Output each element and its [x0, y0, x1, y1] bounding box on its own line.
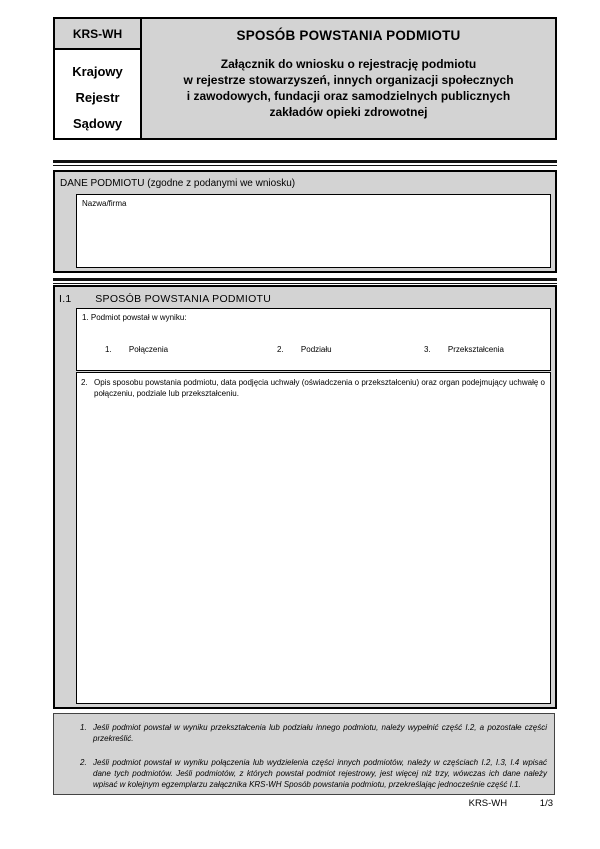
subtitle-line-3: i zawodowych, fundacji oraz samodzielnych publicznych: [186, 89, 511, 103]
subtitle-line-4: zakładów opieki zdrowotnej: [269, 105, 428, 119]
form-title: SPOSÓB POWSTANIA PODMIOTU: [236, 28, 461, 43]
section-i1-title: SPOSÓB POWSTANIA PODMIOTU: [95, 293, 272, 305]
section-i1-header: [55, 287, 555, 305]
footnotes-box: [53, 713, 555, 795]
field-2-label: Opis sposobu powstania podmiotu, data podjęcia uchwały (oświadczenia o przekształceniu) oraz organ podejmujący uchwałę o połączeniu, podziale lub przekształceniu.: [94, 378, 545, 398]
option-przeksztalcenia-label: Przekształcenia: [447, 345, 504, 354]
divider-line-middle: [53, 278, 557, 284]
field-2-opis-sposobu[interactable]: [76, 372, 551, 704]
option-podzialu-number: 2.: [277, 345, 284, 354]
registry-line-3: Sądowy: [72, 116, 123, 131]
option-polaczenia[interactable]: [105, 345, 168, 354]
field-1-podmiot-powstal[interactable]: [76, 308, 551, 371]
dane-podmiotu-title: DANE PODMIOTU: [60, 178, 145, 189]
subtitle-line-2: w rejestrze stowarzyszeń, innych organizacji społecznych: [183, 73, 514, 87]
footnote-2: [54, 757, 554, 790]
registry-name: [55, 50, 140, 137]
header-right-column: [142, 19, 555, 138]
option-przeksztalcenia-number: 3.: [424, 345, 431, 354]
registry-line-1: Krajowy: [72, 64, 123, 79]
registry-line-2: Rejestr: [75, 90, 120, 105]
footer-page-number: 1/3: [539, 798, 553, 809]
field-1-label: 1. Podmiot powstał w wyniku:: [82, 313, 187, 322]
footnote-2-text: Jeśli podmiot powstał w wyniku połączenia lub wydzielenia części innych podmiotów, należy w częściach I.2, I.3, I.4 wpisać dane tych podmiotów. Jeśli podmiotów, z których powstał podmiot rejestrowy, jest więcej niż trzy, wówczas ich dane należy wpisać w kolejnym egzemplarzu załącznika KRS-WH Sposób powstania podmiotu, przekreślając jednocześnie część I.1.: [93, 758, 547, 789]
form-subtitle: [142, 56, 555, 120]
section-dane-podmiotu: [53, 170, 557, 273]
option-przeksztalcenia[interactable]: [424, 345, 504, 354]
dane-podmiotu-header: [55, 172, 555, 189]
footnote-1: [54, 722, 554, 744]
option-podzialu-label: Podziału: [300, 345, 332, 354]
field-2-number: 2.: [81, 378, 88, 387]
nazwa-firma-field[interactable]: [76, 194, 551, 268]
option-podzialu[interactable]: [277, 345, 332, 354]
field-2-header: [77, 373, 550, 399]
footnote-2-number: 2.: [80, 758, 87, 767]
nazwa-firma-label: Nazwa/firma: [82, 199, 127, 208]
form-header: [53, 17, 557, 140]
header-left-column: [55, 19, 142, 138]
option-polaczenia-label: Połączenia: [128, 345, 169, 354]
dane-podmiotu-title-suffix: (zgodne z podanymi we wniosku): [147, 178, 296, 189]
section-i1: [53, 285, 557, 709]
footnote-1-text: Jeśli podmiot powstał w wyniku przekształcenia lub podziału innego podmiotu, należy wypełnić część I.2, a pozostałe części przekreślić.: [93, 723, 547, 743]
form-code-cell: KRS-WH: [55, 19, 140, 50]
section-i1-number: I.1: [59, 293, 72, 305]
footnote-1-number: 1.: [80, 723, 87, 732]
page-footer: [53, 798, 553, 809]
footer-form-code: KRS-WH: [468, 798, 508, 809]
divider-line-top: [53, 160, 557, 166]
subtitle-line-1: Załącznik do wniosku o rejestrację podmiotu: [220, 57, 477, 71]
option-polaczenia-number: 1.: [105, 345, 112, 354]
